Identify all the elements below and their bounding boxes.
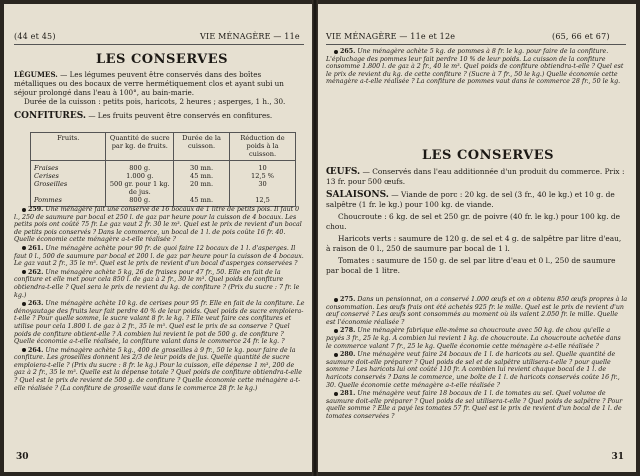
table-cell: 20 mn.: [174, 181, 230, 197]
bullet-icon: [22, 246, 26, 250]
bullet-icon: [334, 329, 338, 333]
exercise-text: Une ménagère fabrique elle-même sa choucroute avec 50 kg. de chou qu'elle a payés 3 fr., 25 le kg. A combien lui revient 1 kg. de choucroute. La choucroute achetée dans le commerce valant 7 fr., 25 le kg. Quelle économie cette ménagère a-t-elle réalisée ?: [326, 327, 621, 350]
table-cell-value: 30: [258, 179, 267, 188]
table-cell-value: 12,5: [251, 172, 266, 181]
right-section-title: LES CONSERVES: [422, 148, 555, 163]
table-header: Fruits.: [31, 133, 106, 161]
table-cell: 45 mn.: [174, 173, 230, 181]
bullet-icon: [22, 348, 26, 352]
oeufs-paragraph: [326, 167, 628, 187]
bullet-icon: [334, 353, 338, 357]
exercise-item: [326, 48, 628, 86]
choucroute-text: Choucroute : 6 kg. de sel et 250 gr. de poivre (40 fr. le kg.) pour 100 kg. de chou.: [326, 212, 621, 231]
table-cell: 1.000 g.: [106, 173, 174, 181]
table-cell: 45 mn.: [174, 197, 230, 207]
table-header: Quantité de sucre par kg. de fruits.: [106, 133, 174, 161]
left-page: [4, 4, 312, 472]
exercise-number: 264.: [28, 346, 44, 354]
right-header-rule: [326, 44, 626, 45]
left-running-title: VIE MÉNAGÈRE — 11e: [200, 32, 300, 41]
right-page-number: 31: [611, 452, 624, 462]
confitures-paragraph: [14, 111, 304, 121]
table-header: Réduction de poids à la cuisson.: [230, 133, 296, 161]
haricots-text: Haricots verts : saumure de 120 g. de sel et 4 g. de salpêtre par litre d'eau, à raison de 0 l., 250 de saumure par bocal de 1 l.: [326, 234, 622, 253]
legumes-text: — Les légumes peuvent être conservés dans des boîtes métalliques ou des bocaux de verre hermétiquement clos et ayant subi un séjour prolongé dans l'eau à 100°, au bain-marie.: [14, 70, 284, 97]
exercise-number: 278.: [340, 327, 356, 335]
right-running-title: VIE MÉNAGÈRE — 11e et 12e: [326, 32, 456, 41]
exercise-text: Une ménagère fait une conserve de 16 bocaux de 1 litre de petits pois. Il faut 0 l., 250 de saumure par bocal et 250 l. de gaz par heure pour la cuisson de 4 bocaux. Les petits pois ont coûté 75 fr. Le gaz vaut 2 fr. 30 le m³. Quel est le prix de revient d'un bocal de petits pois conservés ? Dans le commerce, un bocal de 1 l. de pois coûte 16 fr. 40. Quelle économie cette ménagère a-t-elle réalisée ?: [14, 206, 302, 244]
bullet-icon: [334, 50, 338, 54]
exercise-text: Une ménagère achète 5 kg., 400 de groseilles à 9 fr., 50 le kg. pour faire de la confiture. Les groseilles donnent les 2/3 de leur poids de jus. Quelle quantité de sucre emploiera-t-elle ? (Prix du sucre : 8 fr. le kg.) Pour la cuisson, elle dépense 1 m³, 200 de gaz à 2 fr., 35 le m³. Quelle est la dépense totale ? Quel poids de confiture obtiendra-t-elle ? Quel est le prix de revient de 500 g. de confiture ? Quelle économie cette ménagère a-t-elle réalisée ? (La confiture de groseille vaut dans le commerce 28 fr. le kg.): [14, 346, 302, 392]
exercise-text: Une ménagère veut faire 24 bocaux de 1 l. de haricots au sel. Quelle quantité de saumure doit-elle préparer ? Quel poids de sel et de salpêtre utilisera-t-elle ? pour quelle somme ? Les haricots lui ont coûté 110 fr. A combien lui revient chaque bocal de 1 l. de haricots conservés ? Dans le commerce, une boîte de 1 l. de haricots conservés coûte 16 fr., 30. Quelle économie cette ménagère a-t-elle réalisée ?: [326, 351, 620, 389]
table-cell: 30 mn.: [174, 161, 230, 173]
table-cell: 500 gr. pour 1 kg. de jus.: [106, 181, 174, 197]
legumes-paragraph: [14, 70, 304, 106]
exercise-number: 262.: [28, 268, 44, 276]
exercise-number: 259.: [28, 206, 44, 213]
exercise-text: Une ménagère achète 5 kg. de pommes à 8 fr. le kg. pour faire de la confiture. L'épluchage des pommes leur fait perdre 10 % de leur poids. La cuisson de la confiture consomme 1.800 l. de gaz à 2 fr., 40 le m³. Quel poids de confiture obtiendra-t-elle ? Quel est le prix de revient du kg. de cette confiture ? (Sucre à 7 fr., 50 le kg.) Quelle économie cette ménagère a-t-elle réalisée ? La confiture de pommes vaut dans le commerce 28 fr., 50 le kg.: [326, 48, 624, 86]
left-header-rule: [14, 44, 304, 45]
right-top-exercise: [326, 48, 628, 87]
exercise-number: 281.: [340, 390, 356, 398]
salaisons-text: — Viande de porc : 20 kg. de sel (3 fr., 40 le kg.) et 10 g. de salpêtre (1 fr. le kg.) pour 100 kg. de viande.: [326, 190, 615, 209]
legumes-duration: Durée de la cuisson : petits pois, haricots, 2 heures ; asperges, 1 h., 30.: [24, 97, 286, 106]
exercise-number: 265.: [340, 48, 356, 55]
table-cell: [230, 181, 296, 197]
exercise-item: [14, 245, 306, 268]
exercise-number: 275.: [340, 296, 356, 303]
table-cell: 800 g.: [106, 161, 174, 173]
exercise-number: 280.: [340, 351, 356, 359]
exercise-number: 261.: [28, 244, 44, 252]
exercise-text: Une ménagère achète pour 90 fr. de quoi faire 12 bocaux de 1 l. d'asperges. Il faut 0 l., 500 de saumure par bocal et 200 l. de gaz par heure pour la cuisson de 4 bocaux. Le gaz vaut 2 fr., 35 le m³. Quel est le prix de revient d'un bocal d'asperges conservées ?: [14, 244, 304, 268]
confitures-table: [30, 132, 296, 207]
left-section-title: LES CONSERVES: [96, 52, 229, 67]
table-cell-value: 12,5: [255, 195, 270, 204]
oeufs-text: — Conservés dans l'eau additionnée d'un produit du commerce. Prix : 13 fr. pour 500 œufs.: [326, 167, 625, 186]
right-exercises: [326, 296, 628, 422]
exercise-item: [14, 347, 306, 393]
table-cell: Fraises: [31, 161, 106, 173]
table-cell: Groseilles: [31, 181, 106, 197]
salaisons-label: SALAISONS.: [326, 190, 389, 200]
bullet-icon: [334, 298, 338, 302]
oeufs-label: ŒUFS.: [326, 167, 361, 177]
exercise-item: [14, 206, 306, 244]
confitures-text: — Les fruits peuvent être conservés en confitures.: [88, 111, 273, 120]
table-cell-value: 10: [258, 164, 267, 173]
tomates-text: Tomates : saumure de 150 g. de sel par litre d'eau et 0 l., 250 de saumure par bocal de 1 litre.: [326, 256, 616, 275]
table-header-row: [31, 133, 296, 161]
table-header: Durée de la cuisson.: [174, 133, 230, 161]
exercise-item: [326, 351, 628, 389]
right-page: [318, 4, 636, 472]
exercise-item: [14, 300, 306, 346]
bullet-icon: [22, 302, 26, 306]
salaisons-paragraph: [326, 190, 628, 276]
table-cell: Pommes: [31, 197, 106, 207]
table-cell: Cerises: [31, 173, 106, 181]
exercise-text: Une ménagère achète 5 kg, 26 de fraises pour 47 fr., 50. Elle en fait de la confiture et elle met pour cela 850 l. de gaz à 2 fr., 30 le m³. Quel poids de confiture obtiendra-t-elle ? Quel sera le prix de revient du kg. de confiture ? (Prix du sucre : 7 fr. le kg.): [14, 268, 300, 299]
exercise-text: Dans un pensionnat, on a conservé 1.000 œufs et on a obtenu 850 œufs propres à la consommation. Les œufs frais ont été achetés 925 fr. le mille. Quel est le prix de revient d'un œuf conservé ? Les œufs sont consommés au moment où ils valent 2.050 fr. le mille. Quelle est l'économie réalisée ?: [326, 296, 628, 326]
exercise-item: [14, 269, 306, 299]
left-page-number: 30: [16, 452, 29, 462]
left-exercises: [14, 206, 306, 393]
exercise-text: Une ménagère veut faire 18 bocaux de 1 l. de tomates au sel. Quel volume de saumure doit-elle préparer ? Quel poids de sel utilisera-t-elle ? Quel poids de salpêtre ? Pour quelle somme ? Elle a payé les tomates 57 fr. Quel est le prix de revient d'un bocal de 1 l. de tomates conservées ?: [326, 390, 623, 420]
bullet-icon: [334, 392, 338, 396]
table-row: [31, 181, 296, 197]
left-page-ref: (44 et 45): [14, 32, 56, 41]
exercise-item: [326, 327, 628, 350]
legumes-label: LÉGUMES.: [14, 70, 58, 79]
table-cell: 800 g.: [106, 197, 174, 207]
percent-sign: %: [267, 172, 275, 181]
right-page-ref: (65, 66 et 67): [552, 32, 610, 41]
exercise-item: [326, 390, 628, 420]
bullet-icon: [22, 270, 26, 274]
exercise-number: 263.: [28, 300, 44, 308]
bullet-icon: [22, 208, 26, 212]
exercise-text: Une ménagère achète 10 kg. de cerises pour 95 fr. Elle en fait de la confiture. Le dénoyautage des fruits leur fait perdre 40 % de leur poids. Quel poids de sucre emploiera-t-elle ? Pour quelle somme, le sucre valant 8 fr. le kg. ? Elle veut faire ces confitures et utilise pour cela 1.800 l. de gaz à 2 fr., 35 le m³. Quel est le prix de sa conserve ? Quel poids de confiture obtient-elle ? A combien lui revient le pot de 500 g. de confiture ? Quelle économie a-t-elle réalisée, la confiture valant dans le commerce 24 fr. le kg. ?: [14, 300, 305, 346]
confitures-label: CONFITURES.: [14, 111, 87, 121]
exercise-item: [326, 296, 628, 326]
